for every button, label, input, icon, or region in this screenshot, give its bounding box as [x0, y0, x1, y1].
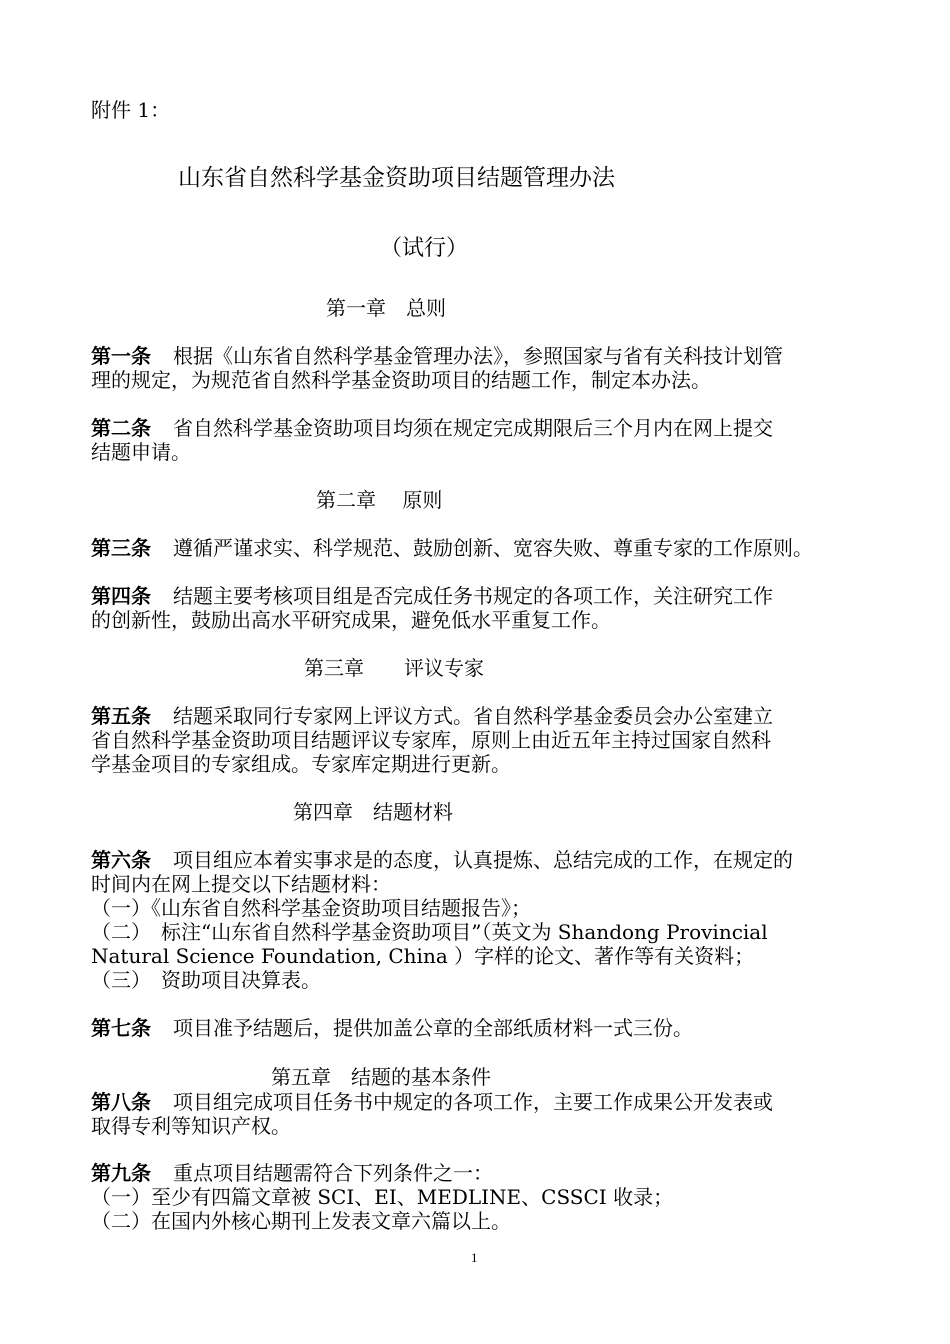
article-8	[91, 1090, 871, 1138]
article-6	[91, 848, 871, 992]
page-number: 1	[471, 1250, 478, 1265]
chapter-heading-3: 第三章 评议专家	[304, 656, 484, 680]
article-text: 遵循严谨求实、科学规范、鼓励创新、宽容失败、尊重专家的工作原则。	[173, 536, 813, 560]
article-text: 取得专利等知识产权。	[91, 1114, 291, 1138]
article-label: 第一条	[91, 344, 151, 368]
list-item: （三） 资助项目决算表。	[91, 968, 321, 992]
article-label: 第九条	[91, 1161, 151, 1185]
article-text: 项目组完成项目任务书中规定的各项工作，主要工作成果公开发表或	[173, 1090, 773, 1114]
article-text: 学基金项目的专家组成。专家库定期进行更新。	[91, 752, 511, 776]
article-label: 第五条	[91, 704, 151, 728]
article-7	[91, 1016, 871, 1040]
article-9	[91, 1161, 871, 1233]
document-title: 山东省自然科学基金资助项目结题管理办法	[178, 165, 615, 191]
article-3	[91, 536, 871, 560]
article-label: 第七条	[91, 1016, 151, 1040]
document-subtitle: （试行）	[380, 236, 469, 261]
chapter-heading-4: 第四章 结题材料	[293, 800, 453, 824]
article-text: 省自然科学基金资助项目均须在规定完成期限后三个月内在网上提交	[173, 416, 773, 440]
article-text: 重点项目结题需符合下列条件之一：	[173, 1161, 493, 1185]
article-text: 项目准予结题后，提供加盖公章的全部纸质材料一式三份。	[173, 1016, 693, 1040]
article-label: 第六条	[91, 848, 151, 872]
article-label: 第二条	[91, 416, 151, 440]
chapter-heading-1: 第一章 总则	[326, 296, 446, 320]
article-text: 时间内在网上提交以下结题材料：	[91, 872, 391, 896]
article-text: 根据《山东省自然科学基金管理办法》，参照国家与省有关科技计划管	[173, 344, 783, 368]
article-text: 的创新性，鼓励出高水平研究成果，避免低水平重复工作。	[91, 608, 611, 632]
chapter-heading-5: 第五章 结题的基本条件	[271, 1065, 491, 1089]
chapter-heading-2: 第二章 原则	[316, 488, 443, 512]
article-4	[91, 584, 871, 632]
list-item-continuation: Natural Science Foundation, China ）字样的论文、著作等有关资料；	[91, 944, 755, 968]
article-label: 第八条	[91, 1090, 151, 1114]
list-item: （一）至少有四篇文章被 SCI、EI、MEDLINE、CSSCI 收录；	[91, 1185, 674, 1209]
article-label: 第三条	[91, 536, 151, 560]
list-item: （二）在国内外核心期刊上发表文章六篇以上。	[91, 1209, 511, 1233]
list-item: （一）《山东省自然科学基金资助项目结题报告》；	[91, 896, 531, 920]
article-text: 结题采取同行专家网上评议方式。省自然科学基金委员会办公室建立	[173, 704, 773, 728]
article-text: 结题主要考核项目组是否完成任务书规定的各项工作，关注研究工作	[173, 584, 773, 608]
list-item: （二） 标注“山东省自然科学基金资助项目”（英文为 Shandong Provincial	[91, 920, 768, 944]
article-1	[91, 344, 871, 392]
article-2	[91, 416, 871, 464]
article-text: 理的规定，为规范省自然科学基金资助项目的结题工作，制定本办法。	[91, 368, 711, 392]
annex-label: 附件 1：	[91, 98, 171, 122]
article-text: 结题申请。	[91, 440, 191, 464]
article-5	[91, 704, 871, 776]
article-text: 省自然科学基金资助项目结题评议专家库，原则上由近五年主持过国家自然科	[91, 728, 771, 752]
article-label: 第四条	[91, 584, 151, 608]
article-text: 项目组应本着实事求是的态度，认真提炼、总结完成的工作，在规定的	[173, 848, 793, 872]
